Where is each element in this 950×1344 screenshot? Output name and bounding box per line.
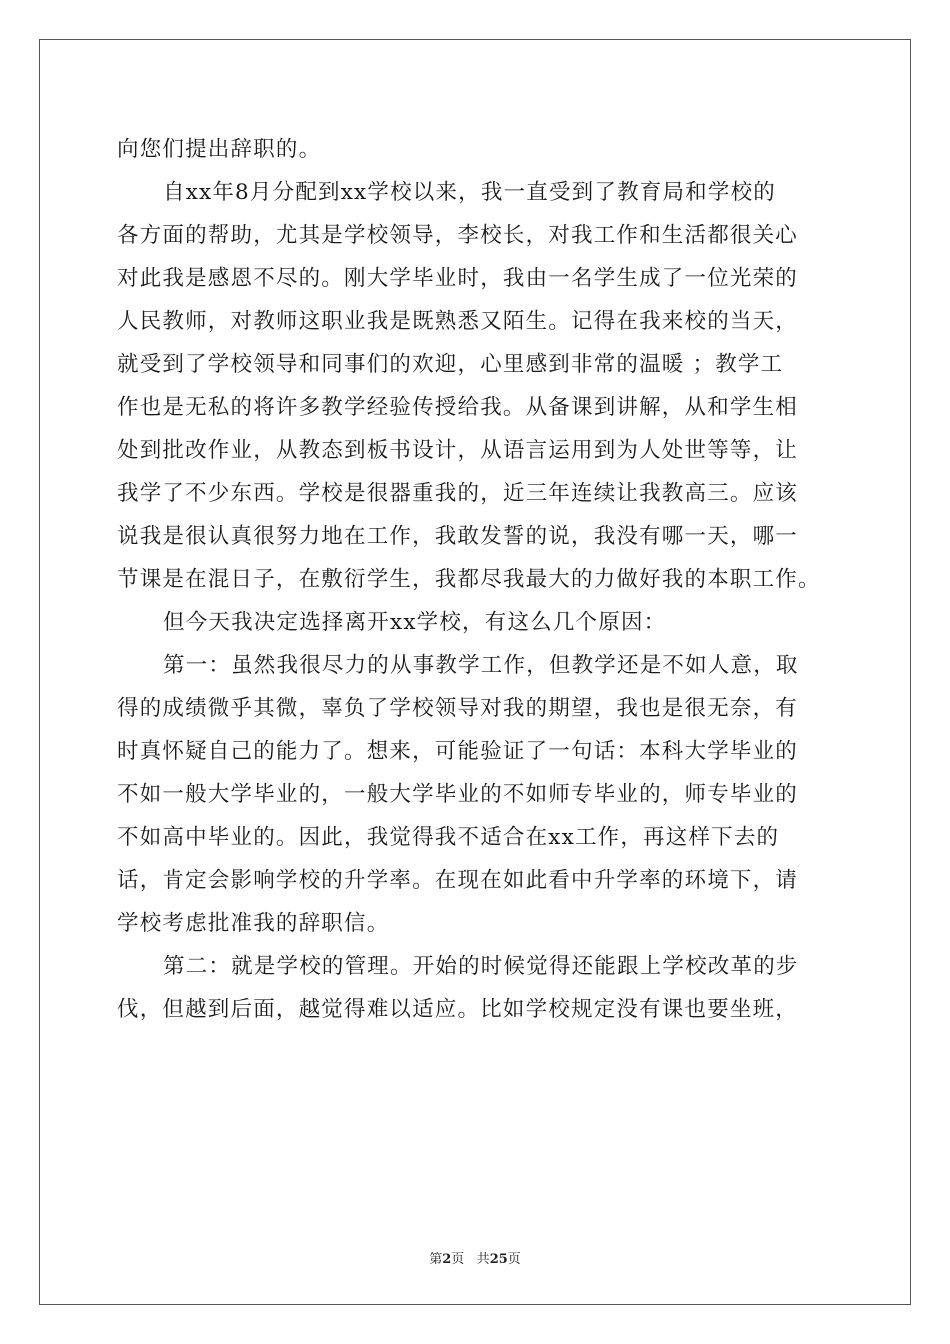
- text-line: 伐，但越到后面，越觉得难以适应。比如学校规定没有课也要坐班，: [117, 997, 799, 1022]
- text-line: 作也是无私的将许多教学经验传授给我。从备课到讲解，从和学生相: [117, 395, 799, 420]
- total-prefix: 共: [476, 1252, 490, 1267]
- page-prefix: 第: [429, 1252, 443, 1267]
- text-line: 得的成绩微乎其微，辜负了学校领导对我的期望，我也是很无奈，有: [117, 696, 799, 721]
- text-line: 对此我是感恩不尽的。刚大学毕业时，我由一名学生成了一位光荣的: [117, 266, 799, 291]
- text-line: 就受到了学校领导和同事们的欢迎，心里感到非常的温暖 ；教学工: [117, 352, 784, 377]
- text-line: 不如一般大学毕业的，一般大学毕业的不如师专毕业的，师专毕业的: [117, 782, 799, 807]
- text-line: 时真怀疑自己的能力了。想来，可能验证了一句话：本科大学毕业的: [117, 739, 799, 764]
- text-line: 学校考虑批准我的辞职信。: [117, 911, 390, 936]
- text-line: 节课是在混日子，在敷衍学生，我都尽我最大的力做好我的本职工作。: [117, 567, 821, 592]
- document-body: [117, 128, 837, 1031]
- text-line: 第二：就是学校的管理。开始的时候觉得还能跟上学校改革的步: [163, 954, 799, 979]
- text-line: 话，肯定会影响学校的升学率。在现在如此看中升学率的环境下，请: [117, 868, 799, 893]
- text-line: 不如高中毕业的。因此，我觉得我不适合在xx工作，再这样下去的: [117, 825, 780, 850]
- text-line: 我学了不少东西。学校是很器重我的，近三年连续让我教高三。应该: [117, 481, 799, 506]
- text-line: 自xx年8月分配到xx学校以来，我一直受到了教育局和学校的: [163, 180, 776, 205]
- text-line: 人民教师，对教师这职业我是既熟悉又陌生。记得在我来校的当天，: [117, 309, 799, 334]
- text-line: 但今天我决定选择离开xx学校，有这么几个原因：: [163, 610, 667, 635]
- total-suffix: 页: [507, 1252, 521, 1267]
- total-pages: 25: [489, 1252, 508, 1267]
- page-number: 2: [442, 1252, 452, 1267]
- text-line: 向您们提出辞职的。: [117, 137, 322, 162]
- text-line: 第一：虽然我很尽力的从事教学工作，但教学还是不如人意，取: [163, 653, 799, 678]
- text-line: 处到批改作业，从教态到板书设计，从语言运用到为人处世等等，让: [117, 438, 799, 463]
- page-suffix: 页: [451, 1252, 465, 1267]
- text-line: 各方面的帮助，尤其是学校领导，李校长，对我工作和生活都很关心: [117, 223, 799, 248]
- page-footer: [0, 1248, 950, 1267]
- text-line: 说我是很认真很努力地在工作，我敢发誓的说，我没有哪一天，哪一: [117, 524, 799, 549]
